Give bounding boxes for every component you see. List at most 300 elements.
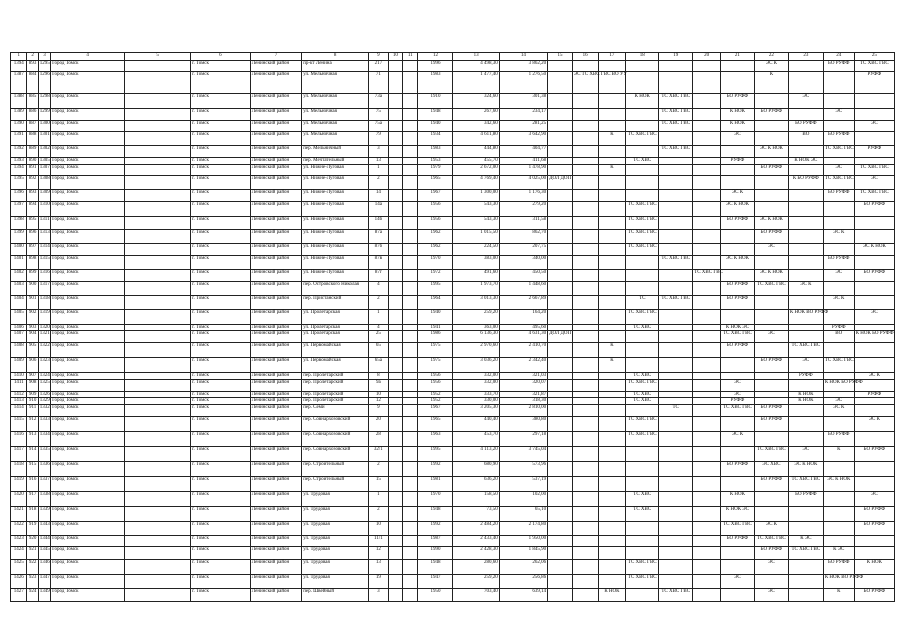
table-cell: 2 433,40: [453, 535, 499, 546]
table-cell: г. Томск: [191, 358, 251, 373]
table-cell: [125, 72, 191, 94]
table-cell: [754, 506, 788, 521]
table-cell: [125, 229, 191, 243]
table-cell: 1319: [38, 309, 50, 324]
table-cell: [125, 588, 191, 601]
table-cell: К НОК ЭС: [788, 158, 823, 165]
table-cell: БО РУФФ: [854, 446, 894, 461]
table-cell: [626, 255, 659, 269]
table-cell: 1424: [11, 546, 27, 559]
table-cell: 892: [27, 175, 38, 189]
table-cell: ВО: [823, 331, 854, 343]
table-cell: [403, 94, 418, 109]
table-cell: [598, 404, 626, 416]
table-cell: 1947: [418, 574, 453, 588]
table-cell: [125, 476, 191, 491]
table-cell: К: [754, 72, 788, 94]
table-cell: 924: [27, 588, 38, 601]
table-cell: 332,00: [453, 379, 499, 391]
table-cell: 1405: [11, 309, 27, 324]
table-cell: [388, 132, 402, 146]
table-cell: [626, 521, 659, 535]
column-number: 20: [693, 53, 721, 61]
table-cell: [598, 574, 626, 588]
table-cell: [125, 121, 191, 132]
table-cell: [754, 574, 788, 588]
table-cell: [598, 331, 626, 343]
table-cell: [572, 309, 598, 324]
table-cell: ТС ХВС ГВС: [754, 446, 788, 461]
table-cell: 1962: [418, 243, 453, 255]
column-number: 19: [659, 53, 693, 61]
table-cell: 1 448,60: [499, 281, 547, 295]
table-cell: 102,00: [499, 491, 547, 506]
table-cell: 636,20: [453, 476, 499, 491]
table-cell: [125, 404, 191, 416]
table-cell: [572, 189, 598, 201]
table-cell: г. Томск: [191, 574, 251, 588]
table-cell: 1992: [418, 521, 453, 535]
table-cell: 888: [27, 132, 38, 146]
table-cell: [693, 164, 721, 175]
table-cell: [823, 535, 854, 546]
table-cell: 1967: [418, 189, 453, 201]
table-cell: [720, 358, 754, 373]
table-cell: 87a: [369, 229, 389, 243]
table-cell: Ленинский район: [250, 281, 301, 295]
table-cell: [659, 229, 693, 243]
table-cell: 217: [369, 61, 389, 72]
table-cell: 885: [27, 94, 38, 109]
table-cell: ТС ХВС ГВС: [626, 379, 659, 391]
table-cell: [388, 574, 402, 588]
table-cell: 910: [28, 398, 37, 404]
table-cell: Город Томск: [51, 588, 125, 601]
table-cell: [720, 373, 754, 380]
table-cell: 1339: [38, 506, 50, 521]
table-row: [11, 121, 895, 132]
table-cell: [626, 404, 659, 416]
table-cell: 908: [27, 379, 38, 391]
table-cell: [125, 559, 191, 574]
table-cell: К НОК БО РУФФ: [854, 331, 894, 343]
table-cell: РУФФ: [720, 158, 754, 165]
table-cell: [854, 431, 894, 446]
table-cell: [572, 521, 598, 535]
table-cell: 259,20: [453, 574, 499, 588]
table-cell: [572, 391, 598, 398]
table-cell: [125, 175, 191, 189]
table-cell: Ленинский район: [250, 358, 301, 373]
table-cell: [854, 229, 894, 243]
table-cell: ул. Пролетарская: [302, 331, 369, 343]
table-cell: Ленинский район: [250, 521, 301, 535]
table-cell: [403, 121, 418, 132]
table-cell: [854, 109, 894, 121]
table-cell: 1315: [38, 255, 50, 269]
table-cell: [572, 461, 598, 476]
table-cell: 256,86: [499, 574, 547, 588]
table-cell: 1302: [38, 146, 50, 158]
table-cell: 2 410,70: [499, 343, 547, 358]
table-cell: 2 428,30: [453, 546, 499, 559]
table-cell: 1979: [418, 164, 453, 175]
table-cell: 1423: [11, 535, 27, 546]
table-cell: [572, 269, 598, 281]
table-cell: 916: [27, 476, 38, 491]
table-cell: 4 631,30: [499, 331, 547, 343]
table-cell: [403, 146, 418, 158]
table-cell: ТС ХВС ГВС: [693, 269, 721, 281]
table-cell: 891: [27, 164, 38, 175]
table-cell: 1391: [11, 132, 27, 146]
table-cell: пер. Пролетарский: [302, 398, 369, 405]
column-number: 23: [788, 53, 823, 61]
table-cell: [403, 61, 418, 72]
table-cell: [125, 358, 191, 373]
table-cell: [403, 201, 418, 216]
table-cell: [598, 476, 626, 491]
table-cell: [854, 132, 894, 146]
table-cell: 1314: [38, 243, 50, 255]
table-cell: 1343: [38, 521, 50, 535]
table-cell: БО РУФФ: [754, 164, 788, 175]
table-cell: [854, 546, 894, 559]
table-cell: [548, 574, 573, 588]
table-cell: [388, 281, 402, 295]
table-cell: 1324: [39, 373, 50, 379]
table-cell: [659, 461, 693, 476]
table-cell: [598, 431, 626, 446]
table-cell: Ленинский район: [250, 574, 301, 588]
table-cell: ул. Мельничная: [302, 121, 369, 132]
table-cell: [720, 72, 754, 94]
table-cell: Город Томск: [51, 164, 125, 175]
table-cell: ул. Нижне-Луговая: [302, 269, 369, 281]
table-cell: Город Томск: [51, 309, 125, 324]
table-cell: 1394: [11, 61, 27, 72]
table-cell: 901: [27, 295, 38, 309]
table-cell: 320,07: [499, 379, 547, 391]
table-cell: [548, 546, 573, 559]
table-row: [11, 175, 895, 189]
table-cell: [693, 588, 721, 601]
table-cell: [548, 94, 573, 109]
table-cell: [388, 476, 402, 491]
table-cell: 1395: [11, 175, 27, 189]
table-cell: ул. Трудовая: [302, 521, 369, 535]
table-cell: [693, 431, 721, 446]
table-cell: [548, 72, 573, 94]
table-cell: 1349: [38, 588, 50, 601]
table-cell: г. Томск: [191, 121, 251, 132]
table-cell: 1956: [418, 216, 453, 229]
table-cell: 6 136,30: [453, 331, 499, 343]
table-cell: 1 950,00: [499, 535, 547, 546]
table-cell: К НОК: [788, 398, 823, 405]
table-cell: 1413: [11, 398, 27, 405]
table-cell: [125, 61, 191, 72]
table-cell: [598, 255, 626, 269]
table-cell: [403, 189, 418, 201]
table-cell: [823, 121, 854, 132]
table-cell: [823, 72, 854, 94]
table-cell: РУФФ: [720, 398, 754, 405]
table-cell: [693, 175, 721, 189]
table-cell: Город Томск: [51, 559, 125, 574]
table-cell: ТС ХВС ГВС: [626, 574, 659, 588]
table-cell: [598, 121, 626, 132]
table-cell: [572, 164, 598, 175]
table-cell: 1408: [11, 343, 27, 358]
table-cell: [125, 324, 191, 331]
table-cell: [598, 295, 626, 309]
table-cell: ТС ХВС ГВС: [626, 431, 659, 446]
table-cell: 1: [369, 309, 389, 324]
table-cell: БО РУФФ: [754, 404, 788, 416]
table-cell: Город Томск: [51, 343, 125, 358]
table-cell: ТС: [626, 295, 659, 309]
table-cell: Ленинский район: [250, 373, 301, 380]
table-cell: [572, 146, 598, 158]
table-row: [11, 269, 895, 281]
table-cell: [388, 255, 402, 269]
table-cell: пер. Швейный: [302, 588, 369, 601]
table-cell: 25: [369, 331, 389, 343]
table-cell: [598, 94, 626, 109]
table-cell: 1310: [38, 201, 50, 216]
table-cell: [693, 416, 721, 431]
table-cell: ТС ХВС ГВС: [659, 146, 693, 158]
table-cell: К НОК ВО РУФФ: [823, 574, 854, 588]
table-cell: [693, 121, 721, 132]
table-cell: [572, 94, 598, 109]
table-cell: 1422: [11, 521, 27, 535]
table-cell: [788, 201, 823, 216]
table-cell: ТС ХВС ГВС: [626, 559, 659, 574]
table-cell: Город Томск: [51, 431, 125, 446]
column-number: 12: [418, 53, 453, 61]
table-row: [11, 158, 895, 165]
table-cell: ЭС: [754, 588, 788, 601]
table-cell: [659, 243, 693, 255]
table-cell: [572, 588, 598, 601]
table-cell: 911: [27, 404, 38, 416]
table-cell: 914: [27, 446, 38, 461]
table-cell: [598, 379, 626, 391]
table-cell: г. Томск: [191, 269, 251, 281]
table-cell: [659, 132, 693, 146]
table-cell: ТС: [659, 404, 693, 416]
table-cell: [548, 216, 573, 229]
table-cell: 919: [27, 521, 38, 535]
table-cell: [693, 373, 721, 380]
table-cell: [403, 331, 418, 343]
column-number: 2: [27, 53, 38, 61]
table-cell: ЭС К НОК: [720, 201, 754, 216]
table-cell: [572, 281, 598, 295]
table-cell: К ЭС: [823, 546, 854, 559]
table-cell: [854, 281, 894, 295]
table-cell: [403, 309, 418, 324]
table-cell: Ленинский район: [250, 164, 301, 175]
table-cell: К: [823, 588, 854, 601]
table-cell: [693, 229, 721, 243]
table-cell: ЭС: [788, 358, 823, 373]
table-cell: Город Томск: [51, 391, 125, 398]
table-cell: [572, 158, 598, 165]
table-cell: Город Томск: [51, 158, 125, 165]
table-cell: Ленинский район: [250, 391, 301, 398]
table-cell: 1 845,90: [499, 546, 547, 559]
table-cell: БО РУФФ: [754, 416, 788, 431]
table-cell: 2: [369, 175, 389, 189]
table-cell: БО РУФФ: [788, 491, 823, 506]
table-cell: 1397: [11, 201, 27, 216]
table-row: [11, 132, 895, 146]
table-cell: ЭС К НОК: [854, 243, 894, 255]
table-cell: Ленинский район: [250, 446, 301, 461]
table-row: [11, 446, 895, 461]
table-cell: ТС ХВС ГВС: [754, 281, 788, 295]
table-cell: ЭС К НОК: [754, 146, 788, 158]
table-cell: ТС ХВС ГВС: [788, 476, 823, 491]
table-cell: ЭС: [754, 331, 788, 343]
table-cell: 1956: [418, 373, 453, 380]
table-cell: 1402: [11, 269, 27, 281]
table-cell: [125, 461, 191, 476]
column-number-row: [11, 53, 895, 61]
table-cell: [125, 446, 191, 461]
table-cell: Город Томск: [51, 373, 125, 380]
table-cell: пер. Пролетарский: [302, 373, 369, 380]
table-cell: ул. Мельничная: [302, 72, 369, 94]
table-cell: Город Томск: [51, 121, 125, 132]
table-cell: [854, 476, 894, 491]
table-cell: [572, 476, 598, 491]
table-cell: [693, 158, 721, 165]
table-cell: [548, 189, 573, 201]
table-cell: [548, 158, 573, 165]
table-cell: 14a: [369, 201, 389, 216]
table-cell: 898: [27, 255, 38, 269]
table-cell: [548, 404, 573, 416]
table-cell: 1299: [38, 109, 50, 121]
table-cell: 1346: [38, 559, 50, 574]
table-cell: [548, 109, 573, 121]
table-cell: [754, 158, 788, 165]
table-cell: [548, 146, 573, 158]
table-cell: ЭС К: [720, 189, 754, 201]
table-cell: [598, 158, 626, 165]
table-cell: [823, 281, 854, 295]
table-cell: [548, 416, 573, 431]
table-cell: [693, 216, 721, 229]
table-cell: [598, 281, 626, 295]
table-cell: [626, 331, 659, 343]
table-cell: [125, 431, 191, 446]
table-cell: РУФФ: [854, 146, 894, 158]
table-cell: [598, 491, 626, 506]
table-row: [11, 109, 895, 121]
table-cell: ЭС: [720, 574, 754, 588]
table-row: [11, 461, 895, 476]
table-cell: 333,70: [453, 391, 499, 398]
table-cell: 923: [27, 574, 38, 588]
table-cell: [548, 588, 573, 601]
table-cell: 19: [369, 574, 389, 588]
table-cell: [572, 446, 598, 461]
table-cell: [388, 391, 402, 398]
table-cell: [388, 491, 402, 506]
table-cell: ТС ХВС ГВС: [659, 588, 693, 601]
table-cell: [572, 109, 598, 121]
table-cell: [125, 281, 191, 295]
table-cell: [572, 121, 598, 132]
table-cell: 912: [27, 416, 38, 431]
table-cell: 9a: [369, 379, 389, 391]
table-cell: Город Томск: [51, 269, 125, 281]
table-cell: 1975: [418, 358, 453, 373]
table-cell: 1410: [11, 373, 27, 380]
table-cell: [403, 373, 418, 380]
table-cell: [720, 476, 754, 491]
table-cell: [693, 358, 721, 373]
table-cell: [720, 146, 754, 158]
table-cell: 1334: [38, 431, 50, 446]
table-cell: БО РУФФ: [720, 461, 754, 476]
table-cell: [788, 324, 823, 331]
table-cell: 1345: [38, 546, 50, 559]
table-cell: [788, 574, 823, 588]
table-cell: [548, 373, 573, 380]
table-cell: БО РУФФ: [754, 476, 788, 491]
table-cell: 1995: [418, 446, 453, 461]
table-cell: [823, 416, 854, 431]
table-row: [11, 358, 895, 373]
table-cell: 1 478,90: [499, 164, 547, 175]
table-cell: 3 013,30: [453, 295, 499, 309]
table-cell: [823, 201, 854, 216]
table-cell: 12: [369, 546, 389, 559]
table-cell: [388, 229, 402, 243]
table-cell: 491,60: [453, 269, 499, 281]
table-cell: БО РУФФ: [754, 109, 788, 121]
table-cell: ул. Мельничная: [302, 109, 369, 121]
table-cell: ул. Мельничная: [302, 94, 369, 109]
table-cell: г. Томск: [191, 94, 251, 109]
table-cell: [388, 588, 402, 601]
table-cell: [125, 574, 191, 588]
table-cell: [403, 295, 418, 309]
table-cell: 363,00: [453, 324, 499, 331]
table-cell: [572, 132, 598, 146]
table-cell: [388, 398, 402, 405]
table-cell: [548, 164, 573, 175]
table-cell: 279,20: [499, 201, 547, 216]
table-cell: г. Томск: [191, 61, 251, 72]
column-number: 8: [302, 53, 369, 61]
table-cell: 1337: [38, 476, 50, 491]
table-cell: [626, 358, 659, 373]
table-cell: 10: [369, 521, 389, 535]
table-cell: 1411: [11, 379, 27, 391]
table-cell: Город Томск: [51, 175, 125, 189]
table-cell: [693, 446, 721, 461]
table-cell: ул. Трудовая: [302, 491, 369, 506]
table-cell: 4: [369, 324, 389, 331]
table-cell: [572, 546, 598, 559]
